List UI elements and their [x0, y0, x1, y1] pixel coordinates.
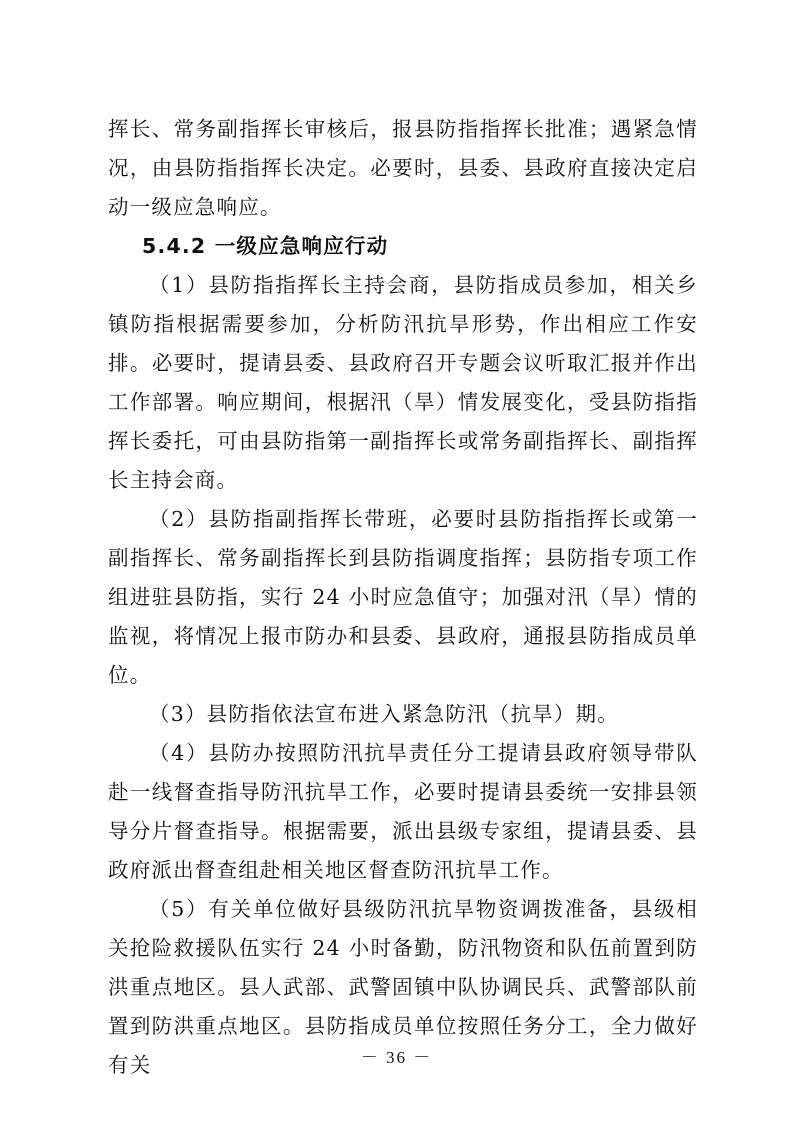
document-page: [108, 110, 698, 1085]
paragraph-item-3: （3）县防指依法宣布进入紧急防汛（抗旱）期。: [149, 702, 619, 726]
section-heading: 5.4.2 一级应急响应行动: [142, 234, 389, 258]
paragraph-item-1: （1）县防指指挥长主持会商，县防指成员参加，相关乡镇防指根据需要参加，分析防汛抗旱形势，作出相应工作安排。必要时，提请县委、县政府召开专题会议听取汇报并作出工作部署。响应期间，根据汛（旱）情发展变化，受县防指指挥长委托，可由县防指第一副指挥长或常务副指挥长、副指挥长主持会商。: [108, 273, 698, 492]
paragraph-item-4: （4）县防办按照防汛抗旱责任分工提请县政府领导带队赴一线督查指导防汛抗旱工作，必要时提请县委统一安排县领导分片督查指导。根据需要，派出县级专家组，提请县委、县政府派出督查组赴相关地区督查防汛抗旱工作。: [108, 741, 698, 882]
paragraph-continuation: 挥长、常务副指挥长审核后，报县防指指挥长批准；遇紧急情况，由县防指指挥长决定。必要时，县委、县政府直接决定启动一级应急响应。: [108, 117, 698, 219]
paragraph-item-2: （2）县防指副指挥长带班，必要时县防指指挥长或第一副指挥长、常务副指挥长到县防指调度指挥；县防指专项工作组进驻县防指，实行 24 小时应急值守；加强对汛（旱）情的监视，将情况上报市防办和县委、县政府，通报县防指成员单位。: [108, 507, 698, 687]
paragraph-item-5: （5）有关单位做好县级防汛抗旱物资调拨准备，县级相关抢险救援队伍实行 24 小时备勤，防汛物资和队伍前置到防洪重点地区。县人武部、武警固镇中队协调民兵、武警部队前置到防洪重点地区。县防指成员单位按照任务分工，全力做好有关: [108, 897, 698, 1077]
page-number: － 36 －: [360, 1048, 433, 1067]
